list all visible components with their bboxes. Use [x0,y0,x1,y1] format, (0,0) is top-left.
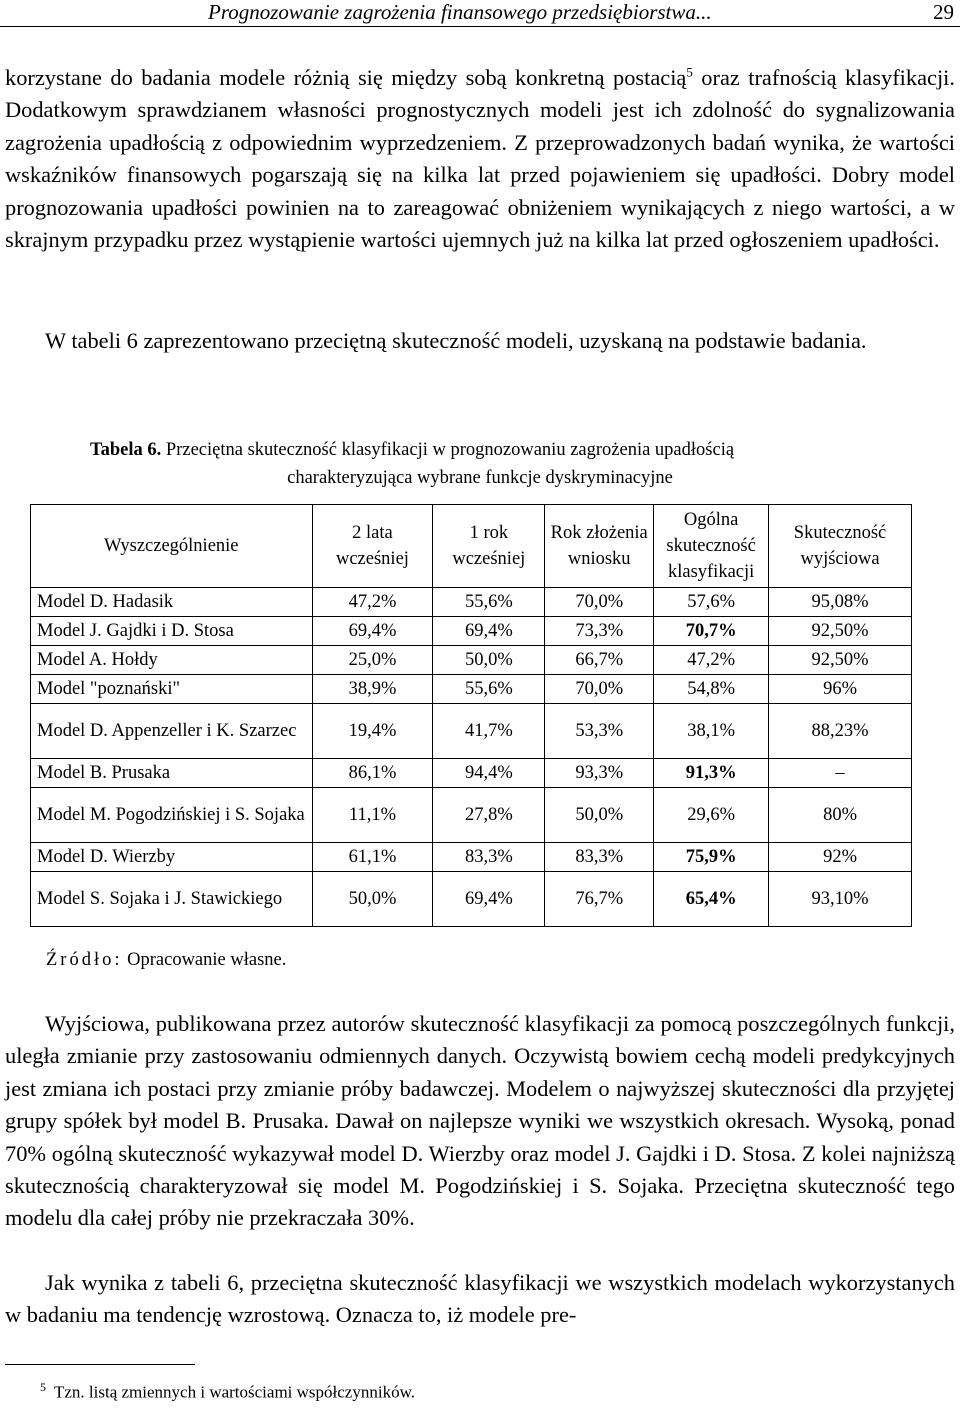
value-cell: 86,1% [312,759,433,788]
value-cell: 11,1% [312,788,433,843]
results-table [30,504,912,927]
value-cell: 88,23% [769,704,912,759]
value-cell: – [769,759,912,788]
value-cell: 83,3% [545,843,654,872]
model-name-cell: Model J. Gajdki i D. Stosa [31,617,313,646]
table-row [31,675,912,704]
model-name-cell: Model "poznański" [31,675,313,704]
value-cell: 70,0% [545,588,654,617]
table-caption-line1: Przeciętna skuteczność klasyfikacji w prognozowaniu zagrożenia upadłością [165,440,735,460]
source-label: Źródło: [46,950,123,970]
value-cell: 83,3% [433,843,545,872]
value-cell: 61,1% [312,843,433,872]
footnote-divider [5,1364,195,1365]
value-cell: 93,3% [545,759,654,788]
value-cell: 47,2% [312,588,433,617]
page-number: 29 [933,0,954,24]
footnote [40,1380,415,1403]
footnote-mark: 5 [40,1380,46,1394]
table-caption-line2: charakteryzująca wybrane funkcje dyskryminacyjne [287,468,673,488]
model-name-cell: Model M. Pogodzińskiej i S. Sojaka [31,788,313,843]
value-cell: 96% [769,675,912,704]
value-cell: 73,3% [545,617,654,646]
table-row [31,646,912,675]
value-cell: 92% [769,843,912,872]
value-cell: 29,6% [654,788,769,843]
model-name-cell: Model S. Sojaka i J. Stawickiego [31,872,313,927]
table-caption [90,436,870,492]
value-cell: 38,9% [312,675,433,704]
model-name-cell: Model D. Wierzby [31,843,313,872]
value-cell: 19,4% [312,704,433,759]
header-cell: Wyszczególnienie [31,505,313,588]
table-row [31,843,912,872]
table-reference-paragraph: W tabeli 6 zaprezentowano przeciętną skuteczność modeli, uzyskaną na podstawie badania. [45,328,867,353]
value-cell: 57,6% [654,588,769,617]
value-cell: 65,4% [654,872,769,927]
table-caption-label: Tabela 6. [90,440,162,460]
value-cell: 25,0% [312,646,433,675]
running-header [0,0,960,27]
model-name-cell: Model D. Hadasik [31,588,313,617]
header-cell: Ogólna skuteczność klasyfikacji [654,505,769,588]
value-cell: 50,0% [545,788,654,843]
value-cell: 94,4% [433,759,545,788]
value-cell: 53,3% [545,704,654,759]
running-title: Prognozowanie zagrożenia finansowego przedsiębiorstwa... [208,0,712,24]
model-name-cell: Model B. Prusaka [31,759,313,788]
value-cell: 55,6% [433,675,545,704]
value-cell: 50,0% [433,646,545,675]
table-source [46,950,286,971]
header-cell: 1 rok wcześniej [433,505,545,588]
value-cell: 27,8% [433,788,545,843]
value-cell: 75,9% [654,843,769,872]
intro-paragraph [5,62,955,256]
intro-text-b: oraz trafnością klasyfikacji. Dodatkowym sprawdzianem własności prognostycznych modeli jest ich zdolność do sygnalizowania zagrożenia upadłością z odpowiednim wyprzedzeniem. Z przeprowadzonych badań wynika, że wartości wskaźników finansowych pogarszają się na kilka lat przed pojawieniem się upadłości. Dobry model prognozowania upadłości powinien na to zareagować obniżeniem wynikających z niego wartości, a w skrajnym przypadku przez wystąpienie wartości ujemnych już na kilka lat przed ogłoszeniem upadłości. [5,65,955,253]
value-cell: 54,8% [654,675,769,704]
value-cell: 93,10% [769,872,912,927]
table-row [31,759,912,788]
model-name-cell: Model D. Appenzeller i K. Szarzec [31,704,313,759]
value-cell: 70,7% [654,617,769,646]
value-cell: 69,4% [312,617,433,646]
header-cell: 2 lata wcześniej [312,505,433,588]
conclusion-paragraph: Jak wynika z tabeli 6, przeciętna skuteczność klasyfikacji we wszystkich modelach wykorzystanych w badaniu ma tendencję wzrostową. Oznacza to, iż modele pre- [5,1270,955,1328]
value-cell: 47,2% [654,646,769,675]
table-row [31,588,912,617]
value-cell: 95,08% [769,588,912,617]
footnote-text: Tzn. listą zmiennych i wartościami współczynników. [54,1382,416,1402]
intro-text-a: korzystane do badania modele różnią się między sobą konkretną postacią [5,65,687,90]
table-header-row [31,505,912,588]
value-cell: 76,7% [545,872,654,927]
model-name-cell: Model A. Hołdy [31,646,313,675]
value-cell: 41,7% [433,704,545,759]
value-cell: 69,4% [433,872,545,927]
value-cell: 92,50% [769,646,912,675]
value-cell: 55,6% [433,588,545,617]
value-cell: 80% [769,788,912,843]
discussion-paragraph: Wyjściowa, publikowana przez autorów skuteczność klasyfikacji za pomocą poszczególnych funkcji, uległa zmianie przy zastosowaniu odmiennych danych. Oczywistą bowiem cechą modeli predykcyjnych jest zmiana ich postaci przy zmianie próby badawczej. Modelem o najwyższej skuteczności dla przyjętej grupy spółek był model B. Prusaka. Dawał on najlepsze wyniki we wszystkich okresach. Wysoką, ponad 70% ogólną skuteczność wykazywał model D. Wierzby oraz model J. Gajdki i D. Stosa. Z kolei najniższą skutecznością charakteryzował się model M. Pogodzińskiej i S. Sojaka. Przeciętna skuteczność tego modelu dla całej próby nie przekraczała 30%. [5,1011,955,1231]
header-cell: Rok złożenia wniosku [545,505,654,588]
value-cell: 50,0% [312,872,433,927]
source-text: Opracowanie własne. [122,950,287,970]
value-cell: 91,3% [654,759,769,788]
footnote-ref: 5 [686,64,693,80]
value-cell: 92,50% [769,617,912,646]
table-row [31,788,912,843]
table-row [31,704,912,759]
table-row [31,872,912,927]
value-cell: 66,7% [545,646,654,675]
value-cell: 70,0% [545,675,654,704]
value-cell: 69,4% [433,617,545,646]
header-cell: Skuteczność wyjściowa [769,505,912,588]
value-cell: 38,1% [654,704,769,759]
table-row [31,617,912,646]
